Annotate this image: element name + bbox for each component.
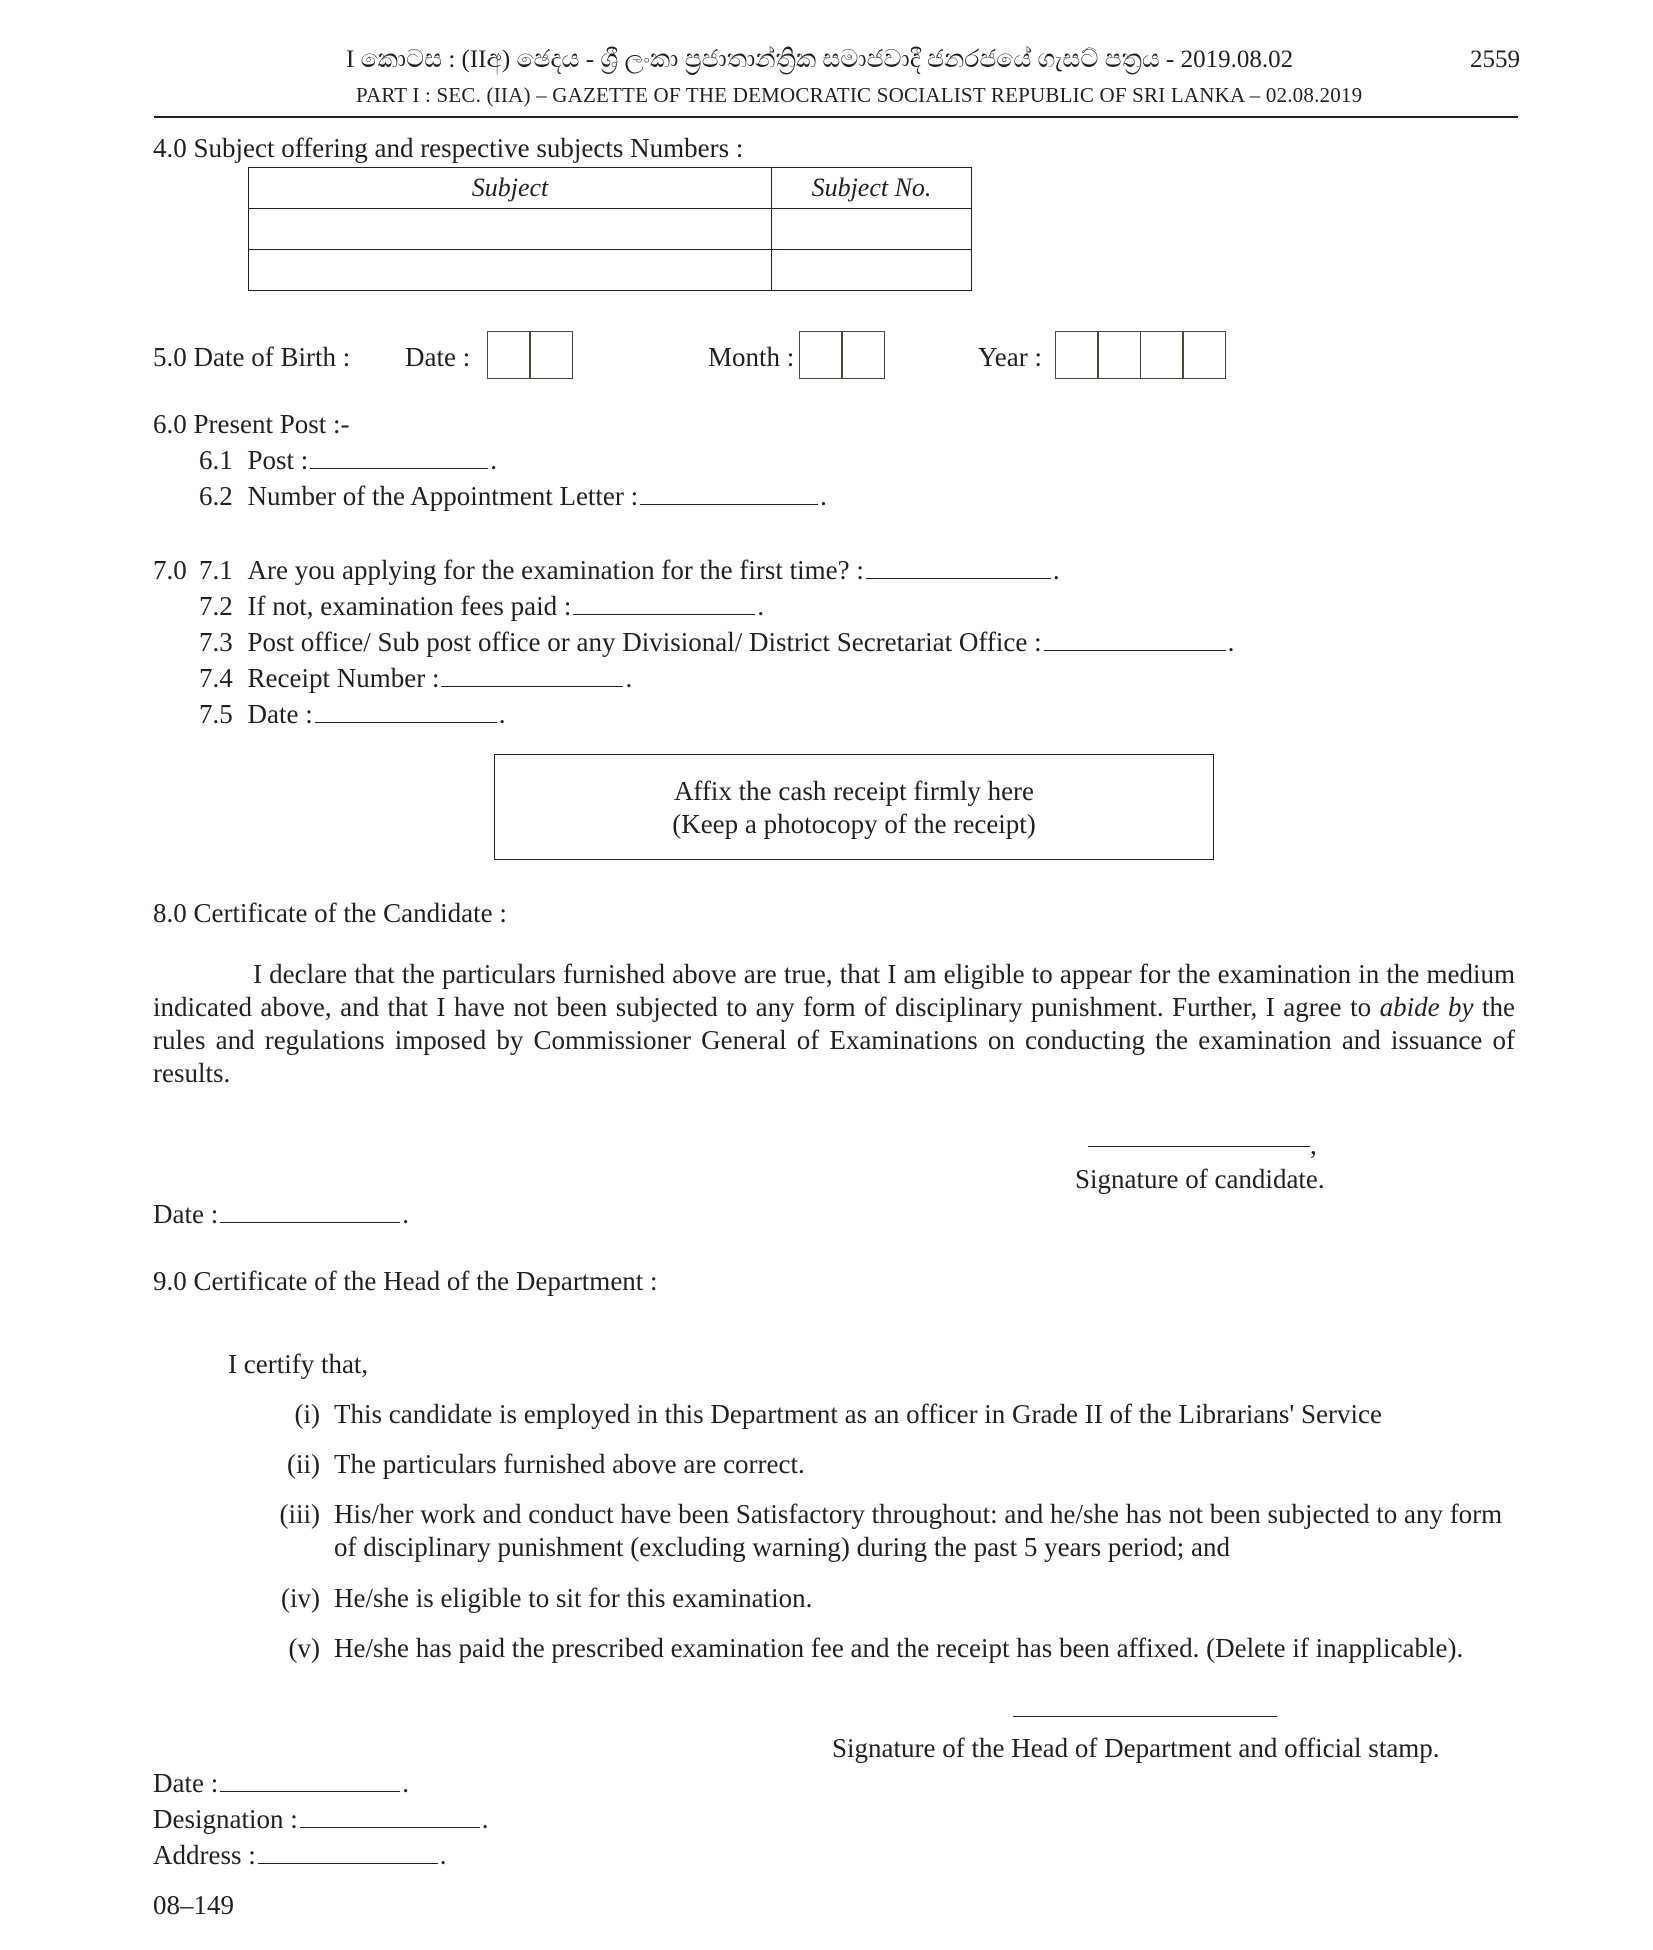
signature-comma: ,	[1310, 1130, 1317, 1160]
section8-heading: 8.0 Certificate of the Candidate :	[153, 898, 507, 928]
head-date-blank[interactable]	[220, 1771, 400, 1792]
dob-date-label: Date :	[405, 342, 471, 372]
receipt-note: (Keep a photocopy of the receipt)	[672, 809, 1036, 839]
month-digit-box[interactable]	[799, 331, 843, 379]
q74-blank[interactable]	[441, 666, 623, 687]
candidate-declaration	[153, 958, 1515, 1090]
cert-item-1-text: This candidate is employed in this Department as an officer in Grade II of the Librarians' Service	[334, 1399, 1383, 1429]
post-row: 6.1 Post : .	[199, 445, 498, 475]
year-digit-box[interactable]	[1055, 331, 1099, 379]
q73-number: 7.3	[199, 627, 233, 657]
head-signature-label: Signature of the Head of Department and official stamp.	[832, 1733, 1440, 1763]
dob-date-boxes[interactable]	[488, 331, 573, 379]
header-line2: PART I : SEC. (IIA) – GAZETTE OF THE DEMOCRATIC SOCIALIST REPUBLIC OF SRI LANKA – 02.08.2019	[356, 83, 1363, 107]
designation-row: Designation : .	[153, 1804, 489, 1834]
candidate-signature-label: Signature of candidate.	[1075, 1164, 1325, 1194]
cert-item-3-number: (iii)	[279, 1499, 320, 1529]
subject-cell[interactable]	[249, 250, 772, 291]
page-number: 2559	[1470, 46, 1520, 73]
date-digit-box[interactable]	[529, 331, 573, 379]
candidate-date-row: Date : .	[153, 1199, 409, 1229]
head-date-row: Date : .	[153, 1768, 409, 1798]
q72-row: 7.2 If not, examination fees paid : .	[199, 591, 765, 621]
q75-blank[interactable]	[315, 702, 497, 723]
post-number: 6.1	[199, 445, 233, 475]
head-date-label: Date :	[153, 1768, 219, 1798]
candidate-signature-line[interactable]	[1088, 1146, 1310, 1147]
declaration-italic: abide by	[1379, 992, 1474, 1022]
q72-number: 7.2	[199, 591, 233, 621]
section6-heading: 6.0 Present Post :-	[153, 409, 350, 439]
year-digit-box[interactable]	[1140, 331, 1184, 379]
header-rule	[154, 116, 1518, 118]
candidate-date-label: Date :	[153, 1199, 219, 1229]
q72-blank[interactable]	[573, 594, 755, 615]
q74-row: 7.4 Receipt Number : .	[199, 663, 633, 693]
declaration-text-end: the rules and regulations imposed by Commissioner General of Examinations on conducting the examination and issuance of results.	[153, 992, 1515, 1088]
subject-no-cell[interactable]	[772, 209, 972, 250]
dob-month-label: Month :	[708, 342, 795, 372]
appointment-letter-row: 6.2 Number of the Appointment Letter : .	[199, 481, 827, 511]
header-line1: I කොටස : (IIඅ) ඡෙදය - ශ්‍රී ලංකා ප්‍රජාතාන්ත්‍රික සමාජවාදී ජනරජයේ ගැසට් පත්‍රය - 2019.08.02	[346, 46, 1294, 73]
address-blank[interactable]	[258, 1843, 438, 1864]
q73-row: 7.3 Post office/ Sub post office or any Divisional/ District Secretariat Office : .	[199, 627, 1235, 657]
subject-table	[248, 167, 972, 291]
q74-label: Receipt Number :	[247, 663, 440, 693]
q75-number: 7.5	[199, 699, 233, 729]
month-digit-box[interactable]	[841, 331, 885, 379]
q71-number: 7.1	[199, 555, 233, 585]
cert-item-1-number: (i)	[294, 1399, 320, 1429]
subject-no-cell[interactable]	[772, 250, 972, 291]
cert-item-3-text-line2: of disciplinary punishment (excluding warning) during the past 5 years period; and	[334, 1532, 1231, 1562]
subject-column-header: Subject	[249, 168, 772, 209]
year-digit-box[interactable]	[1182, 331, 1226, 379]
q71-label: Are you applying for the examination for the first time? :	[247, 555, 864, 585]
receipt-instruction: Affix the cash receipt firmly here	[673, 776, 1035, 806]
post-blank[interactable]	[310, 448, 488, 469]
appointment-number: 6.2	[199, 481, 233, 511]
year-digit-box[interactable]	[1097, 331, 1141, 379]
designation-label: Designation :	[153, 1804, 298, 1834]
section5-heading: 5.0 Date of Birth :	[153, 342, 351, 372]
footer-code: 08–149	[153, 1890, 234, 1920]
cert-item-2-text: The particulars furnished above are correct.	[334, 1449, 805, 1479]
date-digit-box[interactable]	[487, 331, 531, 379]
address-label: Address :	[153, 1840, 256, 1870]
cert-item-3-text: His/her work and conduct have been Satisfactory throughout: and he/she has not been subjected to any form	[334, 1499, 1503, 1529]
q73-label: Post office/ Sub post office or any Divisional/ District Secretariat Office :	[247, 627, 1042, 657]
q71-row: 7.1 Are you applying for the examination for the first time? : .	[199, 555, 1060, 585]
cert-item-2-number: (ii)	[287, 1449, 320, 1479]
receipt-box[interactable]	[494, 754, 1214, 860]
cert-item-5-text: He/she has paid the prescribed examination fee and the receipt has been affixed. (Delete if inapplicable).	[334, 1633, 1464, 1663]
subject-cell[interactable]	[249, 209, 772, 250]
cert-item-4-number: (iv)	[281, 1583, 320, 1613]
q72-label: If not, examination fees paid :	[247, 591, 572, 621]
dob-year-label: Year :	[978, 342, 1043, 372]
post-label: Post :	[247, 445, 309, 475]
section9-heading: 9.0 Certificate of the Head of the Department :	[153, 1266, 658, 1296]
subject-no-column-header: Subject No.	[772, 168, 972, 209]
dob-month-boxes[interactable]	[800, 331, 885, 379]
q71-blank[interactable]	[866, 558, 1051, 579]
q74-number: 7.4	[199, 663, 233, 693]
declaration-text: I declare that the particulars furnished above are true, that I am eligible to appear for the examination in the medium indicated above, and that I have not been subjected to any form of disciplinary punishment. Further, I agree to	[153, 959, 1515, 1022]
appointment-blank[interactable]	[640, 484, 818, 505]
section7-number: 7.0	[153, 555, 187, 585]
designation-blank[interactable]	[300, 1807, 480, 1828]
q75-row: 7.5 Date : .	[199, 699, 506, 729]
candidate-date-blank[interactable]	[220, 1202, 400, 1223]
appointment-label: Number of the Appointment Letter :	[247, 481, 639, 511]
address-row: Address : .	[153, 1840, 447, 1870]
section4-heading: 4.0 Subject offering and respective subjects Numbers :	[153, 133, 744, 163]
q73-blank[interactable]	[1044, 630, 1226, 651]
certify-intro: I certify that,	[228, 1349, 369, 1379]
head-signature-line[interactable]	[1013, 1716, 1277, 1717]
q75-label: Date :	[247, 699, 313, 729]
cert-item-4-text: He/she is eligible to sit for this examination.	[334, 1583, 813, 1613]
dob-year-boxes[interactable]	[1056, 331, 1226, 379]
cert-item-5-number: (v)	[288, 1633, 320, 1663]
